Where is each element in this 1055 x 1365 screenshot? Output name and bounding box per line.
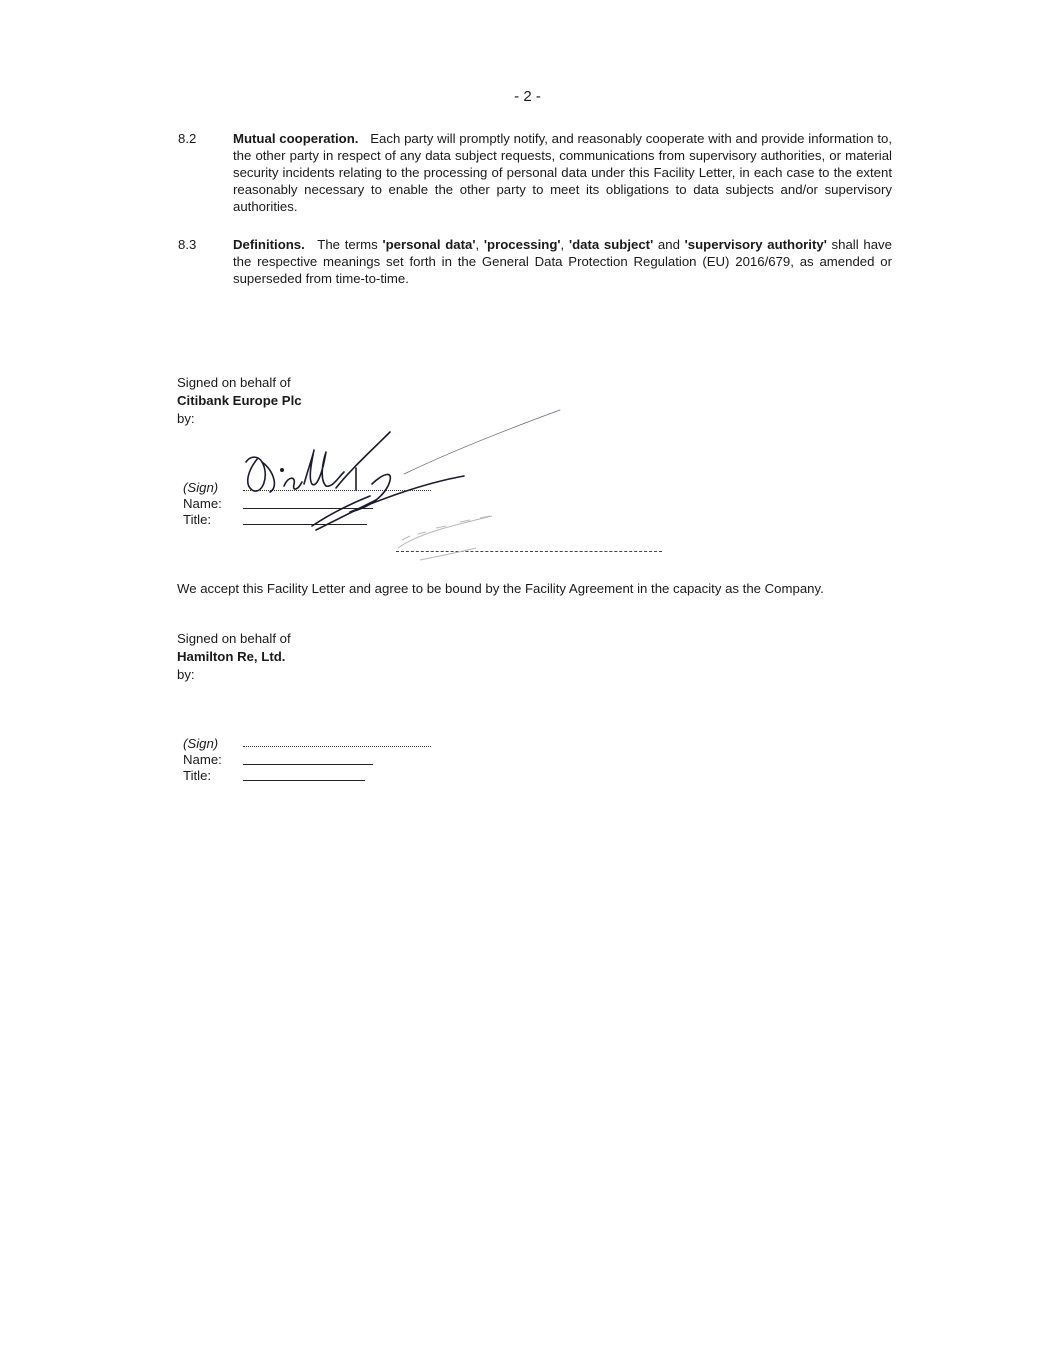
acceptance-statement: We accept this Facility Letter and agree to be bound by the Facility Agreement in the capacity as the Company. <box>177 581 824 596</box>
title-line <box>243 524 367 525</box>
defined-term: 'data subject' <box>568 237 654 252</box>
page-number: - 2 - <box>514 88 541 105</box>
clause-8-3 <box>178 236 892 287</box>
signature-labels-hamilton <box>183 736 222 784</box>
faint-stamp-icon <box>398 516 492 560</box>
signature-labels-citibank <box>183 480 222 528</box>
defined-term: 'personal data' <box>382 237 476 252</box>
clause-8-2 <box>178 130 892 215</box>
clause-body <box>233 236 892 287</box>
entity-name: Hamilton Re, Ltd. <box>177 649 286 664</box>
title-label: Title: <box>183 768 212 783</box>
clause-text-part: The terms <box>317 237 383 252</box>
defined-term: 'supervisory authority' <box>684 237 827 252</box>
defined-term: 'processing' <box>483 237 561 252</box>
clause-text-part: , <box>560 237 569 252</box>
clause-heading: Definitions. <box>233 237 305 252</box>
signed-on-behalf-label: Signed on behalf of <box>177 375 291 390</box>
clause-number: 8.2 <box>178 131 197 146</box>
sign-line <box>243 490 431 491</box>
clause-text: Each party will promptly notify, and reasonably cooperate with and provide information to, the other party in respect of any data subject requests, communications from supervisory authorities, or material security incidents relating to the processing of personal data under this Facility Letter, in each case to the extent reasonably necessary to enable the other party to meet its obligations to data subjects and/or supervisory authorities. <box>233 131 892 214</box>
entity-name: Citibank Europe Plc <box>177 393 302 408</box>
signature-block-citibank <box>177 374 302 428</box>
signature-block-hamilton <box>177 630 291 684</box>
clause-heading: Mutual cooperation. <box>233 131 359 146</box>
name-line <box>243 764 373 765</box>
clause-text-part: shall have the respective meanings set forth in the General Data Protection Regulation (EU) 2016/679, as amended or superseded from time-to-time. <box>233 237 892 286</box>
clause-text-part: and <box>653 237 685 252</box>
by-label: by: <box>177 411 195 426</box>
clause-body <box>233 130 892 215</box>
secondary-sign-line <box>396 551 662 552</box>
clause-text-part: , <box>475 237 484 252</box>
title-line <box>243 780 365 781</box>
by-label: by: <box>177 667 195 682</box>
name-label: Name: <box>183 496 222 511</box>
sign-line <box>243 746 431 747</box>
sign-label: (Sign) <box>183 736 219 751</box>
sign-label: (Sign) <box>183 480 219 495</box>
title-label: Title: <box>183 512 212 527</box>
name-label: Name: <box>183 752 222 767</box>
name-line <box>243 508 373 509</box>
clause-number: 8.3 <box>178 237 197 252</box>
signed-on-behalf-label: Signed on behalf of <box>177 631 291 646</box>
